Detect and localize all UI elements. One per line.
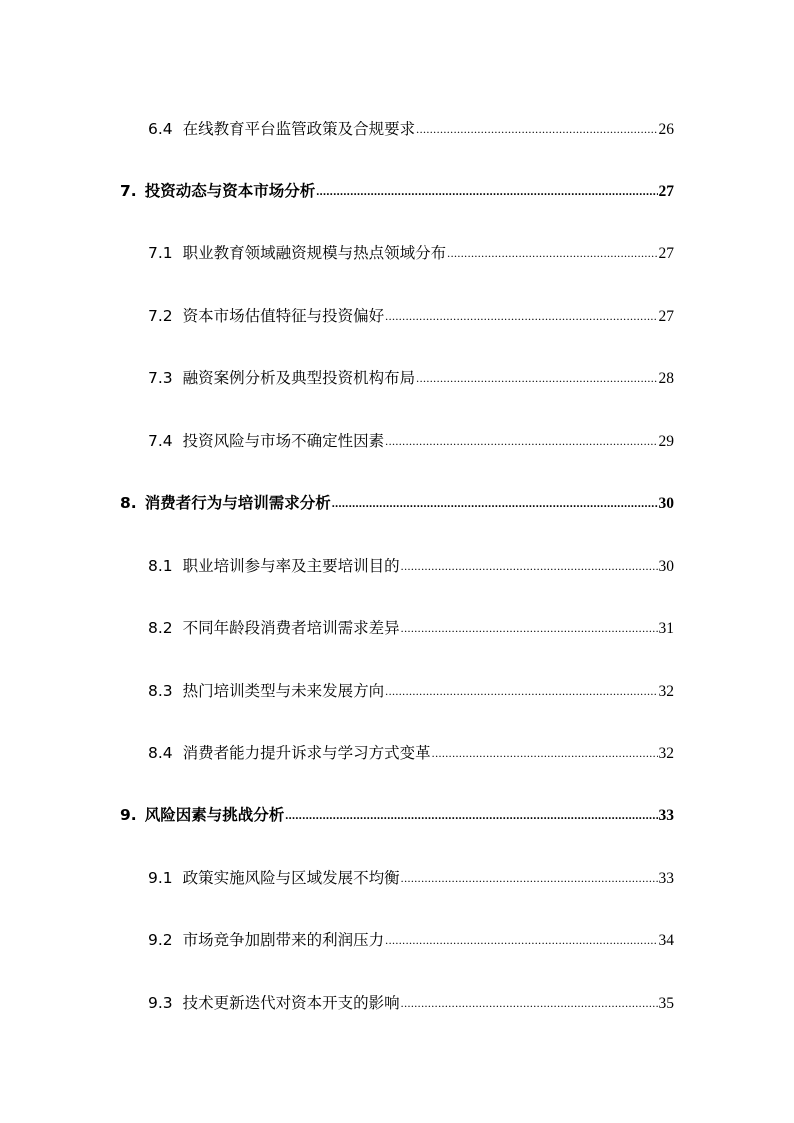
toc-entry-page: 33 <box>658 807 674 824</box>
toc-entry-7-1[interactable] <box>148 241 674 265</box>
toc-entry-number: 8.2 <box>148 619 173 637</box>
toc-entry-number: 7.3 <box>148 369 173 387</box>
toc-entry-title: 投资动态与资本市场分析 <box>144 182 316 200</box>
toc-entry-title: 消费者行为与培训需求分析 <box>144 494 331 512</box>
toc-entry-number: 6.4 <box>148 120 173 138</box>
toc-entry-number: 9.2 <box>148 931 173 949</box>
toc-entry-title: 不同年龄段消费者培训需求差异 <box>182 619 400 637</box>
toc-entry-8-1[interactable] <box>148 554 674 578</box>
toc-entry-title: 投资风险与市场不确定性因素 <box>182 432 385 450</box>
toc-entry-9-2[interactable] <box>148 928 674 952</box>
toc-entry-title: 职业教育领域融资规模与热点领域分布 <box>182 244 447 262</box>
toc-entry-title: 在线教育平台监管政策及合规要求 <box>182 120 416 138</box>
dot-leader <box>316 185 657 197</box>
toc-entry-9-3[interactable] <box>148 991 674 1015</box>
toc-entry-number: 7.1 <box>148 244 173 262</box>
toc-entry-number: 9.3 <box>148 994 173 1012</box>
toc-entry-7-3[interactable] <box>148 366 674 390</box>
toc-entry-9-1[interactable] <box>148 866 674 890</box>
dot-leader <box>416 123 657 135</box>
toc-entry-number: 8. <box>120 494 137 512</box>
dot-leader <box>332 497 658 509</box>
toc-entry-6-4[interactable] <box>148 117 674 141</box>
dot-leader <box>385 685 657 697</box>
toc-entry-number: 7.4 <box>148 432 173 450</box>
toc-entry-8[interactable] <box>120 491 674 515</box>
toc-entry-8-3[interactable] <box>148 679 674 703</box>
toc-entry-page: 27 <box>658 245 674 262</box>
dot-leader <box>432 747 658 759</box>
toc-entry-number: 8.4 <box>148 744 173 762</box>
toc-entry-page: 33 <box>658 870 674 887</box>
dot-leader <box>447 247 657 259</box>
toc-entry-page: 27 <box>658 308 674 325</box>
dot-leader <box>385 934 657 946</box>
toc-entry-7-2[interactable] <box>148 304 674 328</box>
dot-leader <box>285 809 657 821</box>
toc-entry-page: 34 <box>658 932 674 949</box>
dot-leader <box>401 997 658 1009</box>
toc-entry-title: 技术更新迭代对资本开支的影响 <box>182 994 400 1012</box>
toc-entry-page: 32 <box>658 745 674 762</box>
toc-entry-title: 政策实施风险与区域发展不均衡 <box>182 869 400 887</box>
toc-entry-number: 9.1 <box>148 869 173 887</box>
toc-entry-title: 市场竞争加剧带来的利润压力 <box>182 931 385 949</box>
toc-entry-page: 26 <box>658 121 674 138</box>
dot-leader <box>416 372 657 384</box>
toc-entry-page: 30 <box>658 495 674 512</box>
toc-entry-7-4[interactable] <box>148 429 674 453</box>
toc-entry-title: 风险因素与挑战分析 <box>144 806 285 824</box>
toc-entry-8-2[interactable] <box>148 616 674 640</box>
toc-entry-page: 31 <box>658 620 674 637</box>
dot-leader <box>385 310 657 322</box>
toc-entry-number: 7.2 <box>148 307 173 325</box>
toc-entry-number: 8.3 <box>148 682 173 700</box>
toc-entry-number: 7. <box>120 182 137 200</box>
toc-entry-page: 29 <box>658 433 674 450</box>
toc-entry-title: 融资案例分析及典型投资机构布局 <box>182 369 416 387</box>
toc-entry-title: 职业培训参与率及主要培训目的 <box>182 557 400 575</box>
toc-entry-page: 30 <box>658 558 674 575</box>
dot-leader <box>401 560 658 572</box>
toc-entry-page: 27 <box>658 183 674 200</box>
toc-entry-number: 8.1 <box>148 557 173 575</box>
toc-entry-8-4[interactable] <box>148 741 674 765</box>
toc-entry-7[interactable] <box>120 179 674 203</box>
dot-leader <box>385 435 657 447</box>
toc-entry-number: 9. <box>120 806 137 824</box>
toc-entry-page: 28 <box>658 370 674 387</box>
toc-entry-page: 32 <box>658 683 674 700</box>
dot-leader <box>401 622 658 634</box>
toc-entry-title: 消费者能力提升诉求与学习方式变革 <box>182 744 431 762</box>
toc-entry-title: 资本市场估值特征与投资偏好 <box>182 307 385 325</box>
toc-entry-title: 热门培训类型与未来发展方向 <box>182 682 385 700</box>
dot-leader <box>401 872 658 884</box>
toc-entry-page: 35 <box>658 995 674 1012</box>
toc-entry-9[interactable] <box>120 803 674 827</box>
